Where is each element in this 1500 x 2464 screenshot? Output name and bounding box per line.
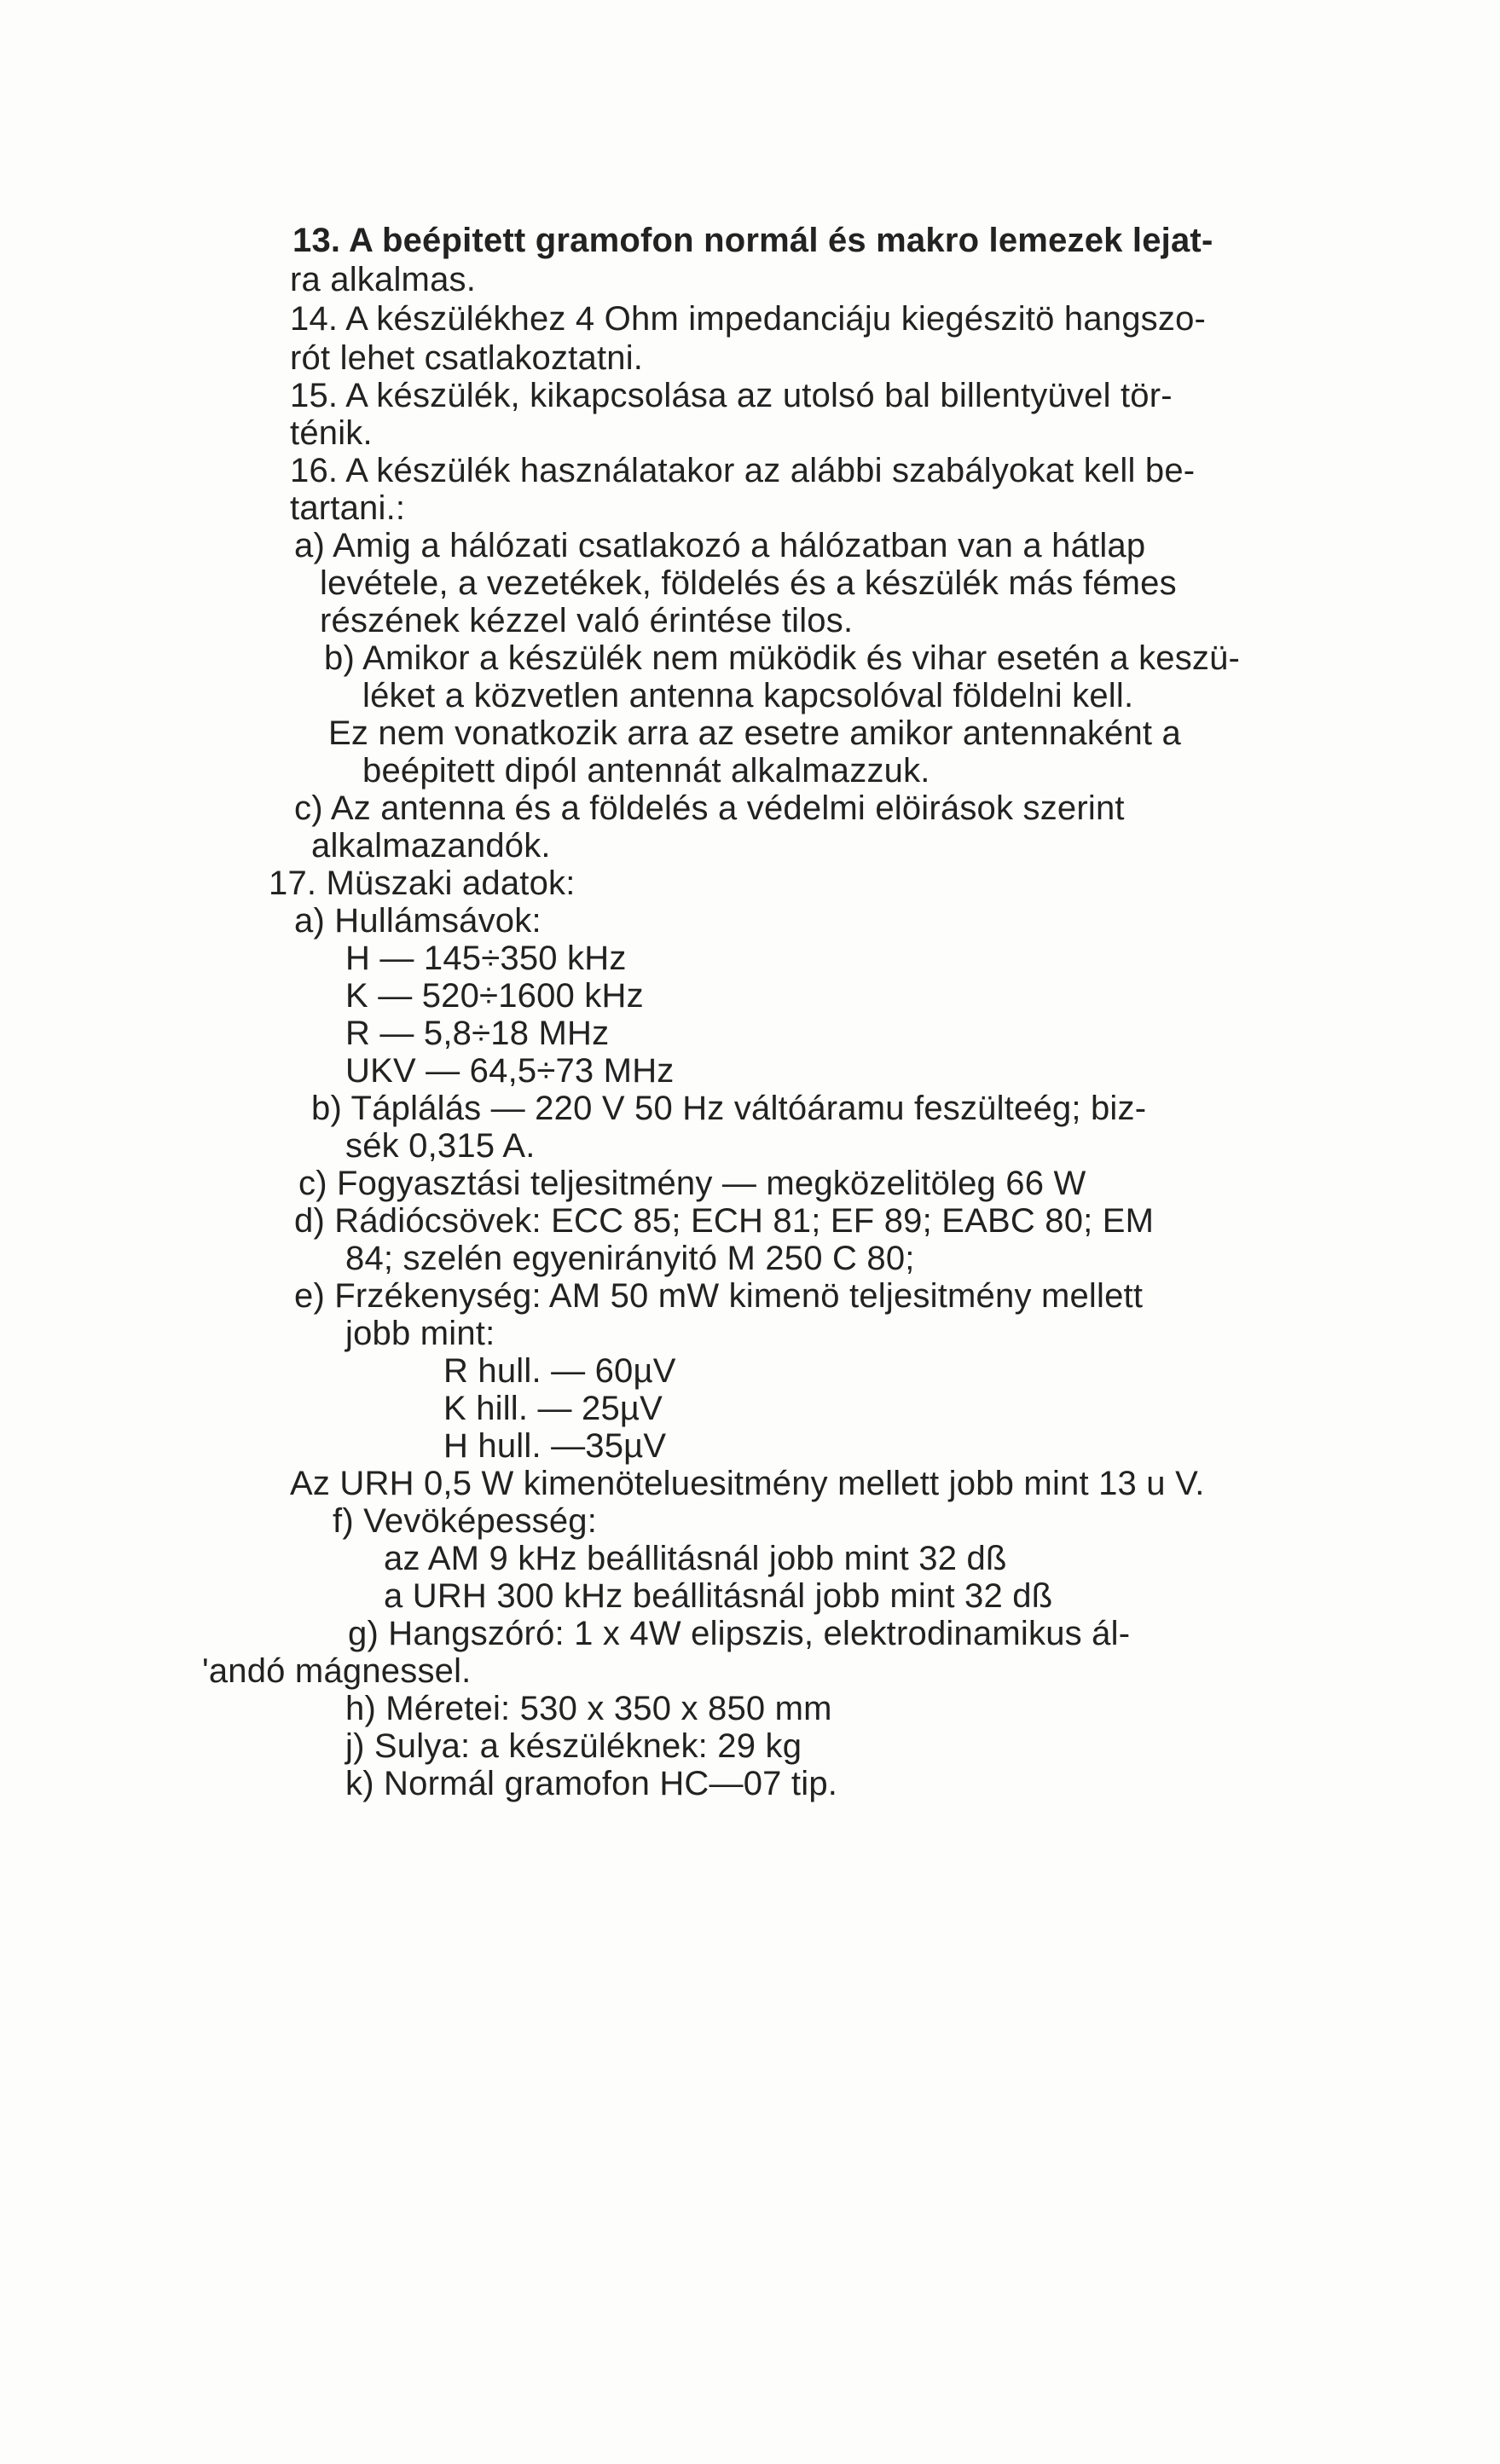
- text-line: a URH 300 kHz beállitásnál jobb mint 32 dß: [384, 1577, 1053, 1615]
- text-line: a) Hullámsávok:: [294, 902, 542, 940]
- text-line: H — 145÷350 kHz: [345, 940, 627, 977]
- text-line: e) Frzékenység: AM 50 mW kimenö teljesitmény mellett: [294, 1277, 1144, 1315]
- text-line: alkalmazandók.: [311, 827, 551, 865]
- text-line: beépitett dipól antennát alkalmazzuk.: [362, 752, 930, 790]
- text-line: R — 5,8÷18 MHz: [345, 1015, 610, 1052]
- text-line: R hull. — 60µV: [443, 1352, 676, 1390]
- text-line: rót lehet csatlakoztatni.: [290, 339, 644, 377]
- text-line: Ez nem vonatkozik arra az esetre amikor antennaként a: [328, 714, 1181, 752]
- text-line: k) Normál gramofon HC—07 tip.: [345, 1765, 838, 1802]
- text-line: c) Fogyasztási teljesitmény — megközelitöleg 66 W: [298, 1165, 1086, 1202]
- text-line: tartani.:: [290, 489, 406, 527]
- text-line: sék 0,315 A.: [345, 1127, 536, 1165]
- text-line: Az URH 0,5 W kimenöteluesitmény mellett jobb mint 13 u V.: [290, 1465, 1205, 1502]
- text-line: b) Amikor a készülék nem müködik és vihar esetén a keszü-: [324, 639, 1241, 677]
- text-line: léket a közvetlen antenna kapcsolóval földelni kell.: [362, 677, 1134, 714]
- text-line: 84; szelén egyenirányitó M 250 C 80;: [345, 1240, 915, 1277]
- text-line: 17. Müszaki adatok:: [269, 865, 576, 902]
- text-line: részének kézzel való érintése tilos.: [320, 602, 854, 639]
- text-line: levétele, a vezetékek, földelés és a készülék más fémes: [320, 564, 1177, 602]
- text-line: f) Vevöképesség:: [333, 1502, 598, 1540]
- text-line: 15. A készülék, kikapcsolása az utolsó bal billentyüvel tör-: [290, 377, 1173, 414]
- text-line: a) Amig a hálózati csatlakozó a hálózatban van a hátlap: [294, 527, 1146, 564]
- text-line: c) Az antenna és a földelés a védelmi elöirások szerint: [294, 790, 1125, 827]
- text-line: jobb mint:: [345, 1315, 495, 1352]
- text-line: g) Hangszóró: 1 x 4W elipszis, elektrodinamikus ál-: [348, 1615, 1131, 1652]
- text-line: ra alkalmas.: [290, 261, 477, 298]
- text-line: H hull. —35µV: [443, 1427, 667, 1465]
- text-line: ténik.: [290, 414, 373, 452]
- text-line: b) Táplálás — 220 V 50 Hz váltóáramu feszülteég; biz-: [311, 1090, 1147, 1127]
- text-line: K hill. — 25µV: [443, 1390, 663, 1427]
- text-line: d) Rádiócsövek: ECC 85; ECH 81; EF 89; EABC 80; EM: [294, 1202, 1155, 1240]
- text-line: K — 520÷1600 kHz: [345, 977, 644, 1015]
- text-line: 16. A készülék használatakor az alábbi szabályokat kell be-: [290, 452, 1196, 489]
- text-line: j) Sulya: a készüléknek: 29 kg: [345, 1727, 802, 1765]
- text-line: az AM 9 kHz beállitásnál jobb mint 32 dß: [384, 1540, 1007, 1577]
- text-line: UKV — 64,5÷73 MHz: [345, 1052, 675, 1090]
- text-line: h) Méretei: 530 x 350 x 850 mm: [345, 1690, 832, 1727]
- text-line: 'andó mágnessel.: [202, 1652, 472, 1690]
- text-line: 13. A beépitett gramofon normál és makro lemezek lejat-: [292, 222, 1213, 259]
- text-line: 14. A készülékhez 4 Ohm impedanciáju kiegészitö hangszo-: [290, 300, 1207, 338]
